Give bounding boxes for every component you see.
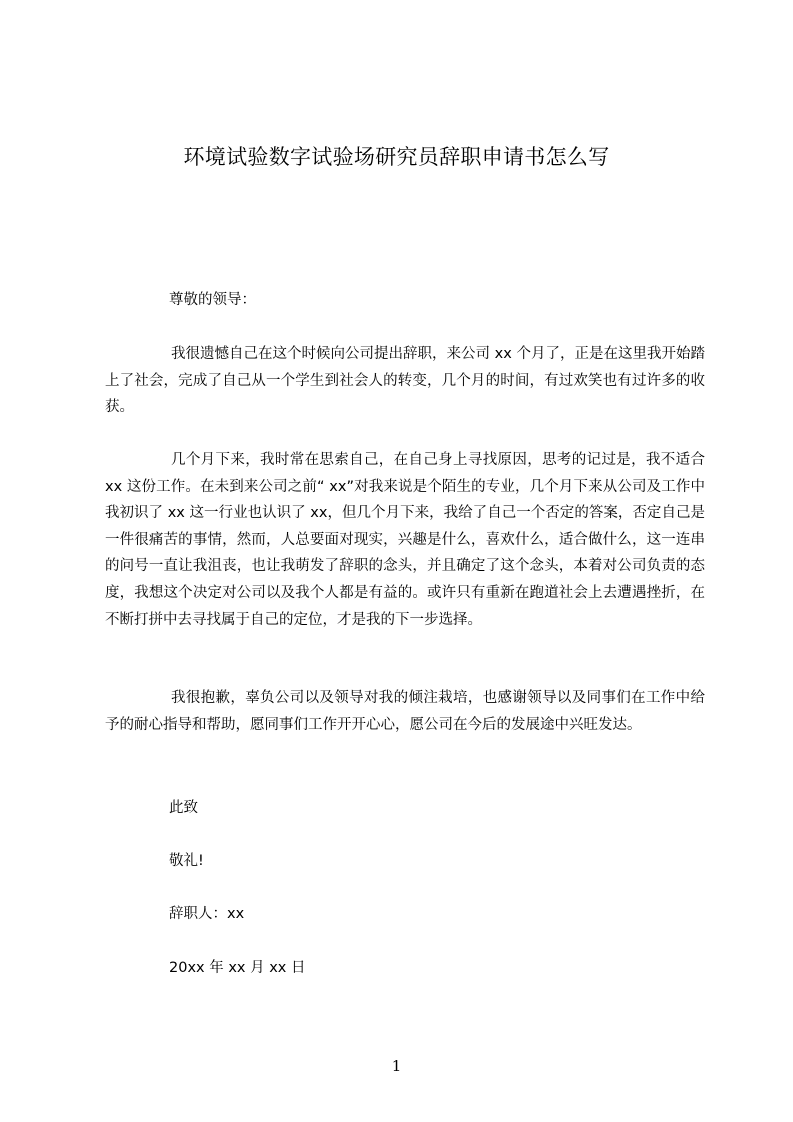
signature-line: 辞职人：xx xyxy=(169,906,245,922)
document-title: 环境试验数字试验场研究员辞职申请书怎么写 xyxy=(183,145,610,169)
paragraph-1: 我很遗憾自己在这个时候向公司提出辞职，来公司 xx 个月了，正是在这里我开始踏上了社会，完成了自己从一个学生到社会人的转变，几个月的时间，有过欢笑也有过许多的收获。 xyxy=(105,346,705,416)
paragraph-3: 我很抱歉，辜负公司以及领导对我的倾注栽培，也感谢领导以及同事们在工作中给予的耐心指导和帮助，愿同事们工作开开心心，愿公司在今后的发展途中兴旺发达。 xyxy=(105,690,705,733)
date-line: 20xx 年 xx 月 xx 日 xyxy=(169,960,306,976)
page-number: 1 xyxy=(391,1057,402,1075)
greeting: 尊敬的领导： xyxy=(169,292,256,308)
paragraph-2: 几个月下来，我时常在思索自己，在自己身上寻找原因，思考的记过是，我不适合 xx 这份工作。在未到来公司之前“ xx”对我来说是个陌生的专业，几个月下来从公司及工作中我初识了 xx 这一行业也认识了 xx，但几个月下来，我给了自己一个否定的答案，否定自己是一件很痛苦的事情，然而，人总要面对现实，兴趣是什么，喜欢什么，适合做什么，这一连串的问号一直让我沮丧，也让我萌发了辞职的念头，并且确定了这个念头，本着对公司负责的态度，我想这个决定对公司以及我个人都是有益的。或许只有重新在跑道社会上去遭遇挫折，在不断打拼中去寻找属于自己的定位，才是我的下一步选择。 xyxy=(105,452,705,628)
salute-line: 敬礼! xyxy=(169,853,204,869)
closing-line: 此致 xyxy=(169,800,198,816)
